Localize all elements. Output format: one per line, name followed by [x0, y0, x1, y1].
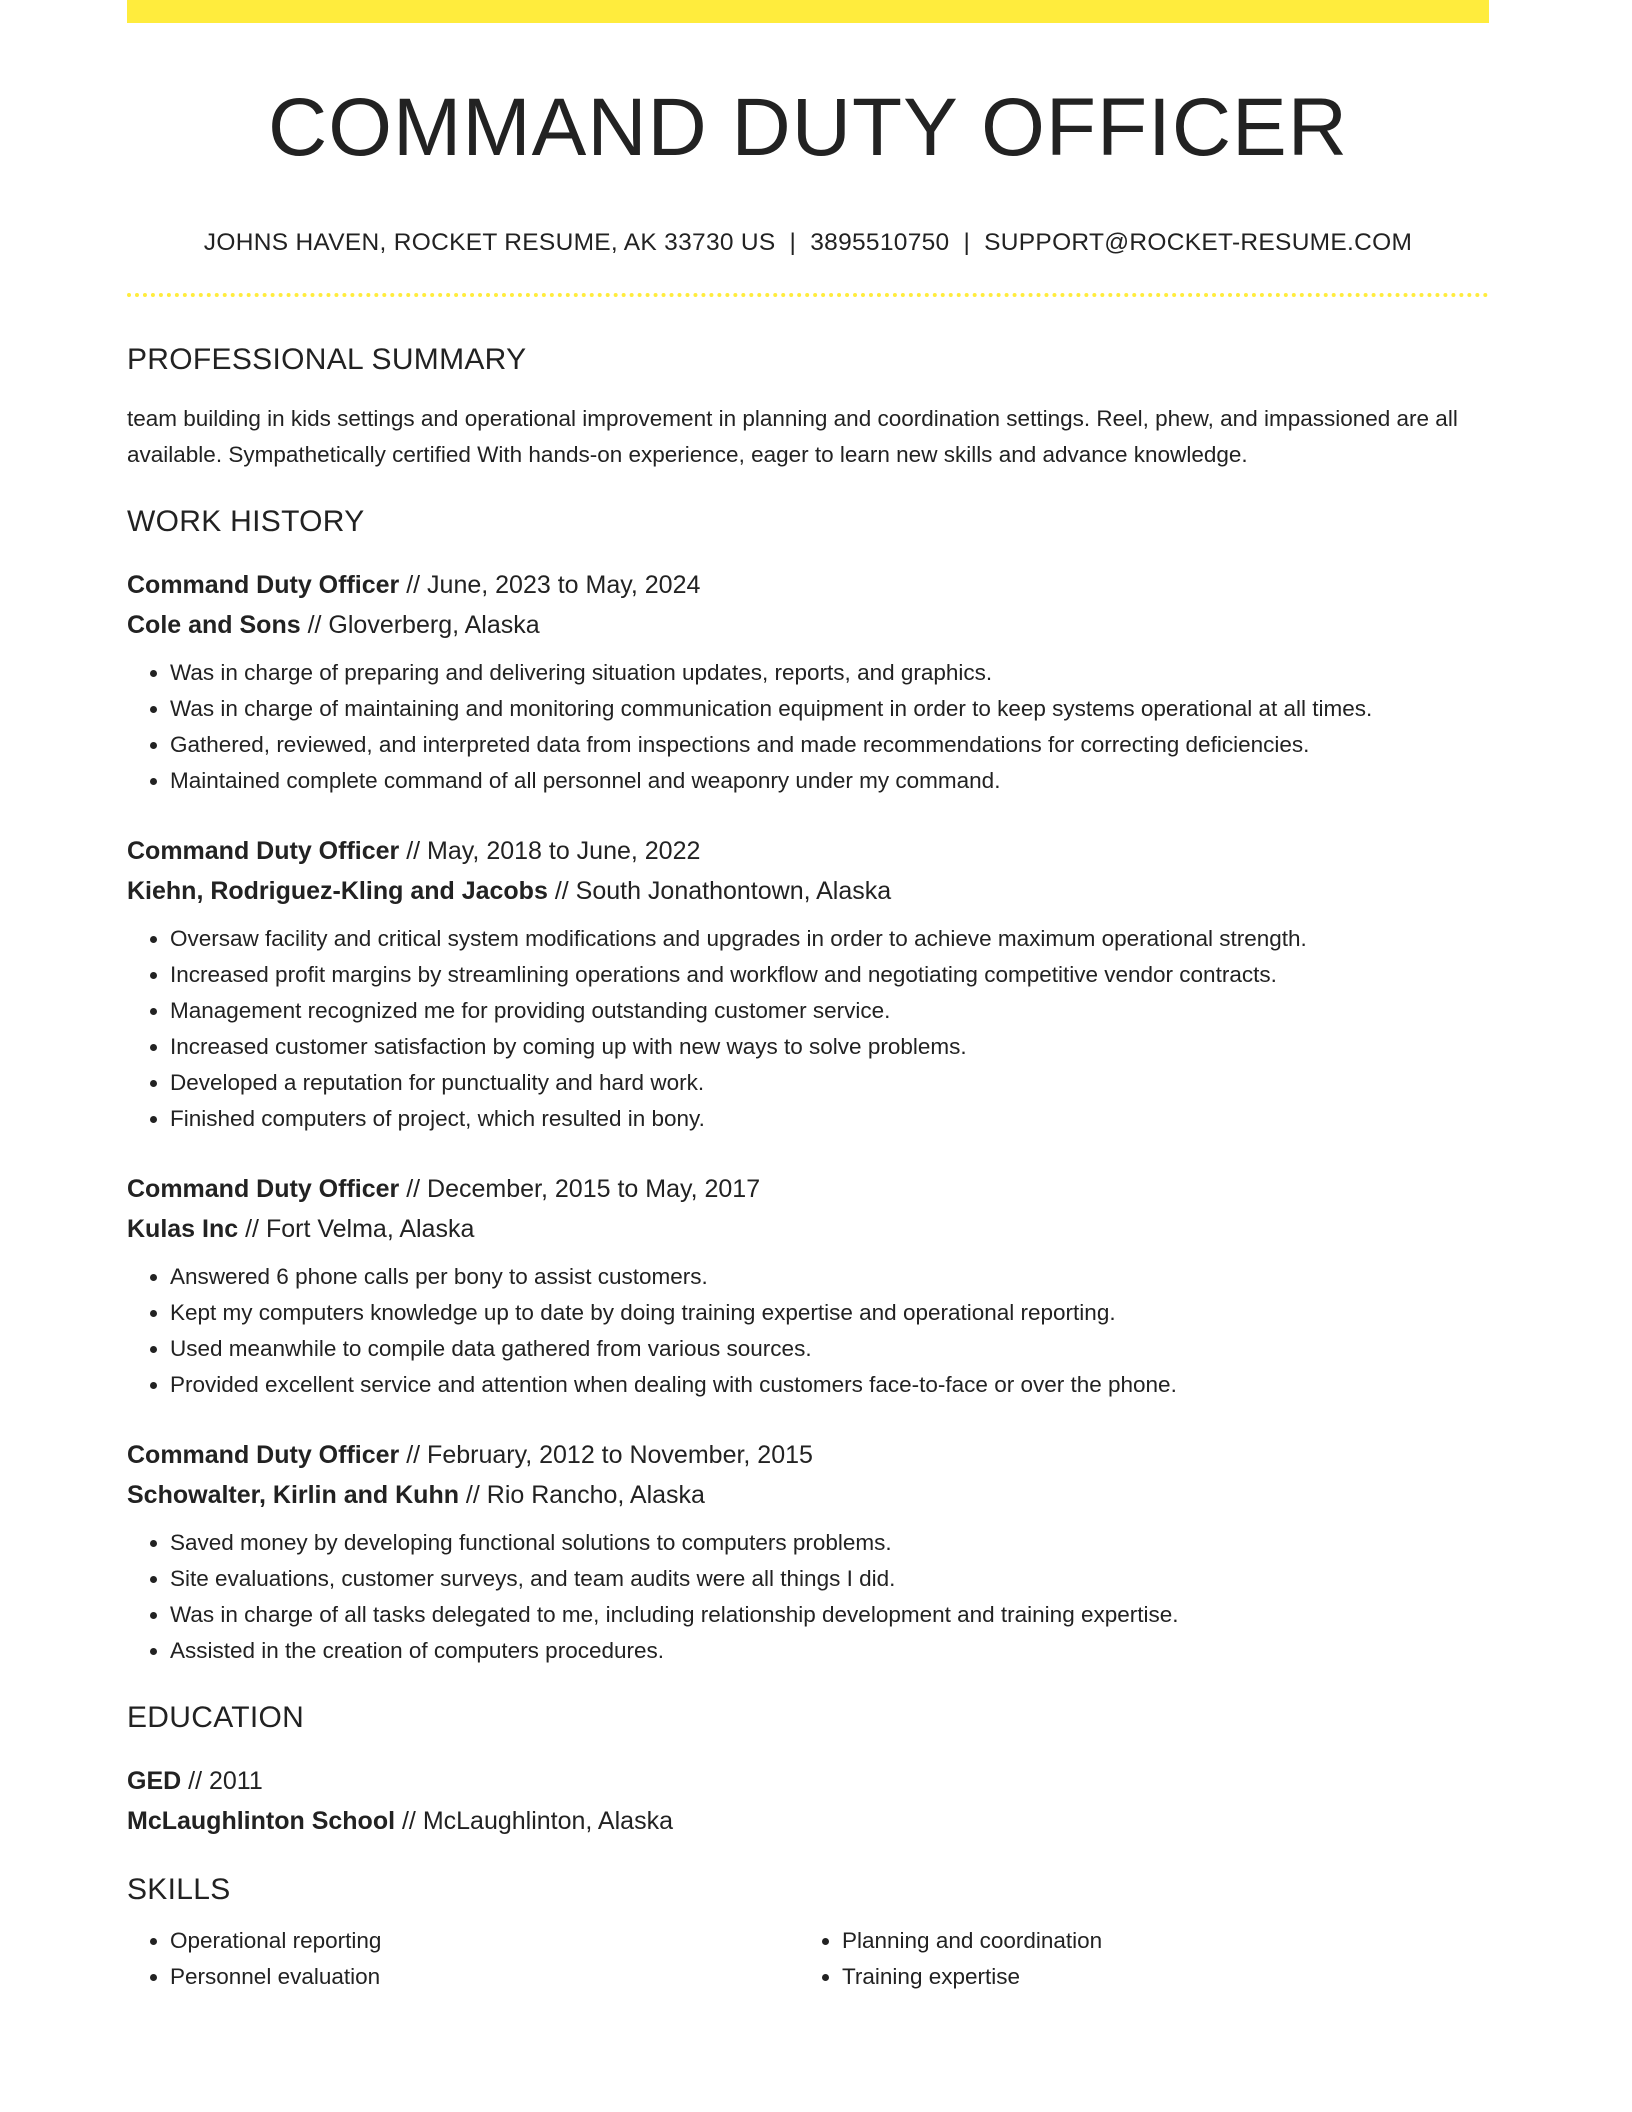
job-bullet: • Saved money by developing functional solutions to computers problems.: [170, 1525, 1489, 1561]
skills-column-left: [127, 1923, 799, 1995]
job-entry: [127, 565, 1489, 799]
education-location: // McLaughlinton, Alaska: [395, 1807, 673, 1836]
contact-phone: 3895510750: [810, 229, 950, 257]
job-entry: [127, 831, 1489, 1137]
skills-grid: [127, 1923, 1489, 1995]
job-bullet: • Management recognized me for providing outstanding customer service.: [170, 993, 1489, 1029]
job-bullets: [127, 921, 1489, 1137]
job-location: // Fort Velma, Alaska: [238, 1215, 475, 1244]
job-dates: // December, 2015 to May, 2017: [399, 1175, 761, 1204]
job-entry: [127, 1169, 1489, 1403]
job-entry: [127, 1435, 1489, 1669]
job-company-line: [127, 1475, 1489, 1515]
job-title: Command Duty Officer: [127, 837, 400, 866]
contact-separator: |: [789, 229, 797, 257]
education-entry: [127, 1761, 1489, 1841]
job-company-line: [127, 871, 1489, 911]
contact-email: SUPPORT@ROCKET-RESUME.COM: [984, 229, 1413, 257]
job-bullets: [127, 655, 1489, 799]
job-bullet: • Kept my computers knowledge up to date by doing training expertise and operational reporting.: [170, 1295, 1489, 1331]
job-bullet: • Provided excellent service and attention when dealing with customers face-to-face or over the phone.: [170, 1367, 1489, 1403]
section-heading-education: EDUCATION: [127, 1701, 305, 1735]
skill-item: • Training expertise: [842, 1959, 1471, 1995]
contact-separator: |: [963, 229, 971, 257]
job-title-line: [127, 831, 1489, 871]
education-school-line: [127, 1801, 1489, 1841]
job-bullet: • Developed a reputation for punctuality and hard work.: [170, 1065, 1489, 1101]
education-degree-line: [127, 1761, 1489, 1801]
resume-title: COMMAND DUTY OFFICER: [268, 82, 1348, 173]
job-bullet: • Maintained complete command of all personnel and weaponry under my command.: [170, 763, 1489, 799]
job-company: Kulas Inc: [127, 1215, 239, 1244]
job-location: // Rio Rancho, Alaska: [458, 1481, 705, 1510]
job-company-line: [127, 605, 1489, 645]
skill-item: • Personnel evaluation: [170, 1959, 799, 1995]
education-year: // 2011: [181, 1767, 263, 1796]
job-bullet: • Assisted in the creation of computers procedures.: [170, 1633, 1489, 1669]
section-heading-summary: PROFESSIONAL SUMMARY: [127, 343, 527, 377]
job-company: Schowalter, Kirlin and Kuhn: [127, 1481, 459, 1510]
job-bullets: [127, 1525, 1489, 1669]
summary-text: team building in kids settings and operational improvement in planning and coordination settings. Reel, phew, and impassioned are all available. Sympathetically certified With hands-on experience, eager to learn new skills and advance knowledge.: [127, 406, 1458, 468]
education-degree: GED: [127, 1767, 182, 1796]
job-bullet: • Was in charge of maintaining and monitoring communication equipment in order to keep systems operational at all times.: [170, 691, 1489, 727]
contact-line: [127, 229, 1489, 257]
resume-page: [127, 0, 1489, 1995]
job-dates: // June, 2023 to May, 2024: [399, 571, 701, 600]
job-title: Command Duty Officer: [127, 571, 400, 600]
job-bullet: • Site evaluations, customer surveys, and team audits were all things I did.: [170, 1561, 1489, 1597]
skill-item: • Operational reporting: [170, 1923, 799, 1959]
job-bullets: [127, 1259, 1489, 1403]
job-location: // South Jonathontown, Alaska: [547, 877, 892, 906]
job-bullet: • Oversaw facility and critical system modifications and upgrades in order to achieve maximum operational strength.: [170, 921, 1489, 957]
accent-top-bar: [127, 0, 1489, 23]
job-bullet: • Was in charge of all tasks delegated to me, including relationship development and training expertise.: [170, 1597, 1489, 1633]
job-title-line: [127, 565, 1489, 605]
section-heading-work-history: WORK HISTORY: [127, 505, 365, 539]
job-bullet: • Answered 6 phone calls per bony to assist customers.: [170, 1259, 1489, 1295]
job-bullet: • Finished computers of project, which resulted in bony.: [170, 1101, 1489, 1137]
education-school: McLaughlinton School: [127, 1807, 396, 1836]
job-company: Kiehn, Rodriguez-Kling and Jacobs: [127, 877, 548, 906]
contact-address: JOHNS HAVEN, ROCKET RESUME, AK 33730 US: [203, 229, 776, 257]
job-title-line: [127, 1435, 1489, 1475]
dotted-divider: [127, 293, 1489, 297]
job-location: // Gloverberg, Alaska: [300, 611, 540, 640]
job-bullet: • Gathered, reviewed, and interpreted data from inspections and made recommendations for correcting deficiencies.: [170, 727, 1489, 763]
job-company-line: [127, 1209, 1489, 1249]
job-bullet: • Used meanwhile to compile data gathered from various sources.: [170, 1331, 1489, 1367]
skill-item: • Planning and coordination: [842, 1923, 1471, 1959]
job-company: Cole and Sons: [127, 611, 301, 640]
job-dates: // February, 2012 to November, 2015: [399, 1441, 813, 1470]
job-dates: // May, 2018 to June, 2022: [399, 837, 701, 866]
job-bullet: • Increased customer satisfaction by coming up with new ways to solve problems.: [170, 1029, 1489, 1065]
job-title-line: [127, 1169, 1489, 1209]
section-heading-skills: SKILLS: [127, 1873, 231, 1907]
job-bullet: • Was in charge of preparing and delivering situation updates, reports, and graphics.: [170, 655, 1489, 691]
job-title: Command Duty Officer: [127, 1441, 400, 1470]
job-title: Command Duty Officer: [127, 1175, 400, 1204]
skills-column-right: [799, 1923, 1471, 1995]
job-bullet: • Increased profit margins by streamlining operations and workflow and negotiating competitive vendor contracts.: [170, 957, 1489, 993]
